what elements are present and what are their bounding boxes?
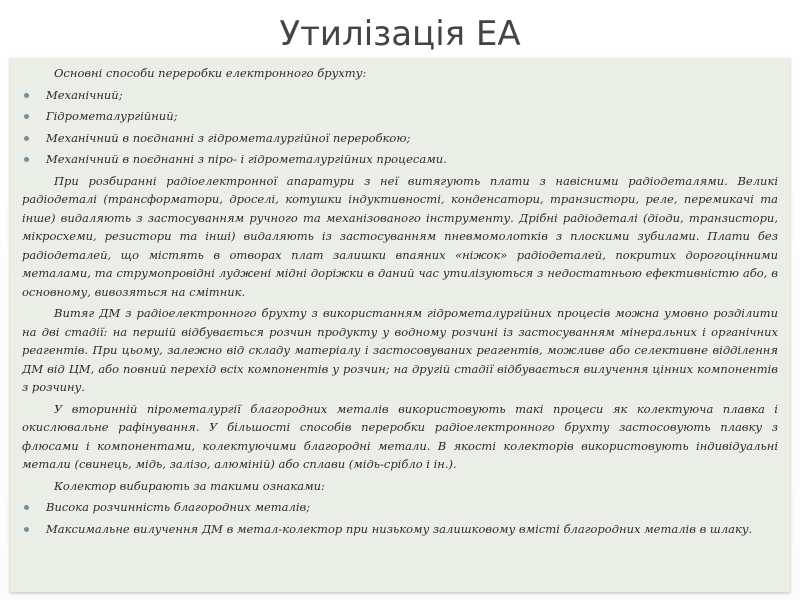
paragraph-collector: Колектор вибирають за такими ознаками: [54, 478, 325, 493]
bullet-icon [24, 527, 29, 532]
slide-body [22, 64, 778, 541]
methods-list [22, 86, 778, 169]
bullet-icon [24, 114, 29, 119]
bullet-icon [24, 136, 29, 141]
list-item-text: Гідрометалургійний; [46, 109, 178, 123]
list-item-text: Механічний в поєднанні з піро- і гідрометалургійних процесами. [46, 152, 447, 166]
list-item-text: Механічний в поєднанні з гідрометалургійної переробкою; [46, 130, 411, 145]
list-item-text: Висока розчинність благородних металів; [46, 500, 311, 514]
bullet-icon [24, 157, 29, 162]
bullet-icon [24, 505, 29, 510]
list-item [22, 498, 778, 517]
list-item [22, 129, 778, 148]
paragraph-dismantling: При розбиранні радіоелектронної апаратури з неї витягують плати з навісними радіодеталями. Великі радіодеталі (трансформатори, дроселі, котушки індуктивності, конденсатори, транзистори, реле, перемикачі та інше) видаляють з застосуванням ручного та механізованого інструменту. Дрібні радіодеталі (діоди, транзистори, мікросхеми, резистори та інші) видаляють із застосуванням пневмомолотків з плоскими зубилами. Плати без радіодеталей, що містять в отворах плат залишки впаяних «ніжок» радіодеталей, покритих дорогоцінними металами, та струмопровідні луджені мідні доріжки в даний час утилізуються з недостатньою ефективністю або, в основному, вивозяться на смітник. [22, 173, 778, 299]
slide-title: Утилізація ЕА [279, 14, 521, 54]
list-item-text: Механічний; [46, 87, 123, 102]
list-item [22, 150, 778, 169]
criteria-list [22, 498, 778, 538]
bullet-icon [24, 93, 29, 98]
intro-text: Основні способи переробки електронного брухту: [54, 66, 367, 80]
list-item-text: Максимальне вилучення ДМ в метал-колектор при низькому залишковому вмісті благородних металів в шлаку. [46, 521, 753, 536]
list-item [22, 520, 778, 539]
paragraph-pyrometallurgy: У вторинній пірометалургії благородних металів використовують такі процеси як колектуюча плавка і окислювальне рафінування. У більшості способів переробки радіоелектронного брухту застосовують плавку з флюсами і компонентами, колектуючими благородні метали. В якості колекторів використовують індивідуальні метали (свинець, мідь, залізо, алюміній) або сплави (мідь-срібло і ін.). [22, 401, 778, 471]
list-item [22, 107, 778, 126]
list-item [22, 86, 778, 105]
paragraph-hydrometallurgy: Витяг ДМ з радіоелектронного брухту з використанням гідрометалургійних процесів можна умовно розділити на дві стадії: на першій відбувається розчин продукту у водному розчині із застосуванням мінеральних і органічних реагентів. При цьому, залежно від складу матеріалу і застосовуваних реагентів, можливе або селективне відділення ДМ від ЦМ, або повний перехід всіх компонентів у розчин; на другій стадії відбувається вилучення цінних компонентів з розчину. [22, 306, 778, 394]
